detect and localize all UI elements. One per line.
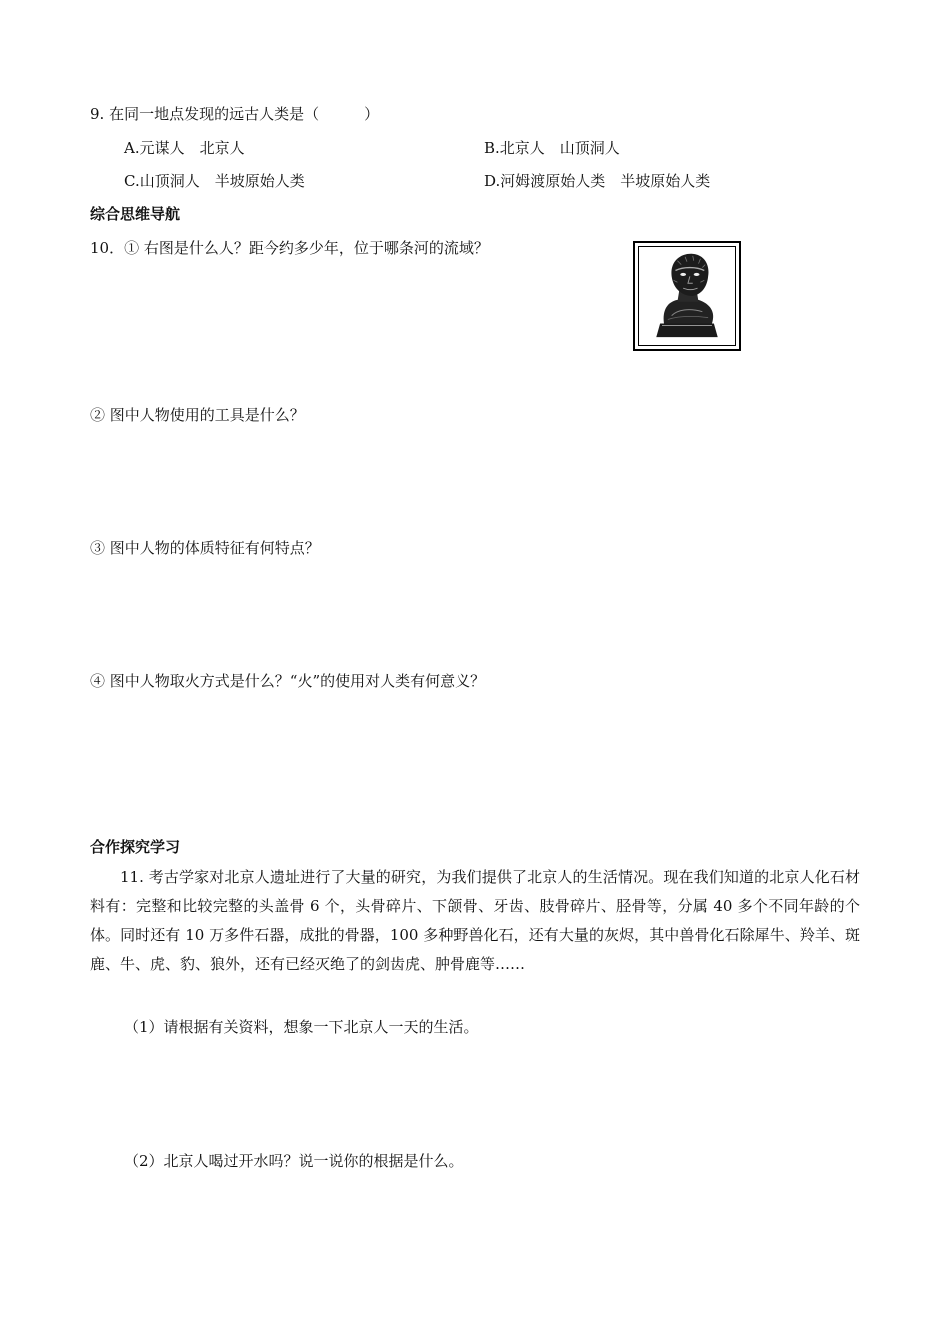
question-10-sub-4: ④ 图中人物取火方式是什么？“火”的使用对人类有何意义？	[90, 672, 486, 690]
peking-man-bust-image	[633, 241, 741, 351]
question-9-option-b: B.北京人 山顶洞人	[484, 139, 620, 157]
question-9-option-c: C.山顶洞人 半坡原始人类	[124, 172, 305, 190]
section-heading-comprehensive: 综合思维导航	[90, 205, 181, 223]
question-11-paragraph: 11. 考古学家对北京人遗址进行了大量的研究，为我们提供了北京人的生活情况。现在我们知道的北京人化石材料有：完整和比较完整的头盖骨 6 个，头骨碎片、下颌骨、牙齿、肢骨碎片、胫骨等，分属 40 多个不同年龄的个体。同时还有 10 万多件石器，成批的骨器，100 多种野兽化石，还有大量的灰烬，其中兽骨化石除犀牛、羚羊、斑鹿、牛、虎、豹、狼外，还有已经灭绝了的剑齿虎、肿骨鹿等……	[90, 868, 860, 973]
question-9-stem: 9. 在同一地点发现的远古人类是（ ）	[90, 105, 380, 123]
question-11-sub-1: （1）请根据有关资料，想象一下北京人一天的生活。	[124, 1018, 479, 1036]
question-10-sub-2: ② 图中人物使用的工具是什么？	[90, 406, 305, 424]
question-10-sub-3: ③ 图中人物的体质特征有何特点？	[90, 539, 320, 557]
bust-illustration	[639, 247, 735, 345]
question-11-sub-2: （2）北京人喝过开水吗？说一说你的根据是什么。	[124, 1152, 464, 1170]
question-10-stem: 10．① 右图是什么人？距今约多少年，位于哪条河的流域？	[90, 239, 489, 257]
question-9-option-d: D.河姆渡原始人类 半坡原始人类	[484, 172, 711, 190]
section-heading-cooperative: 合作探究学习	[90, 838, 181, 856]
question-9-option-a: A.元谋人 北京人	[124, 139, 245, 157]
